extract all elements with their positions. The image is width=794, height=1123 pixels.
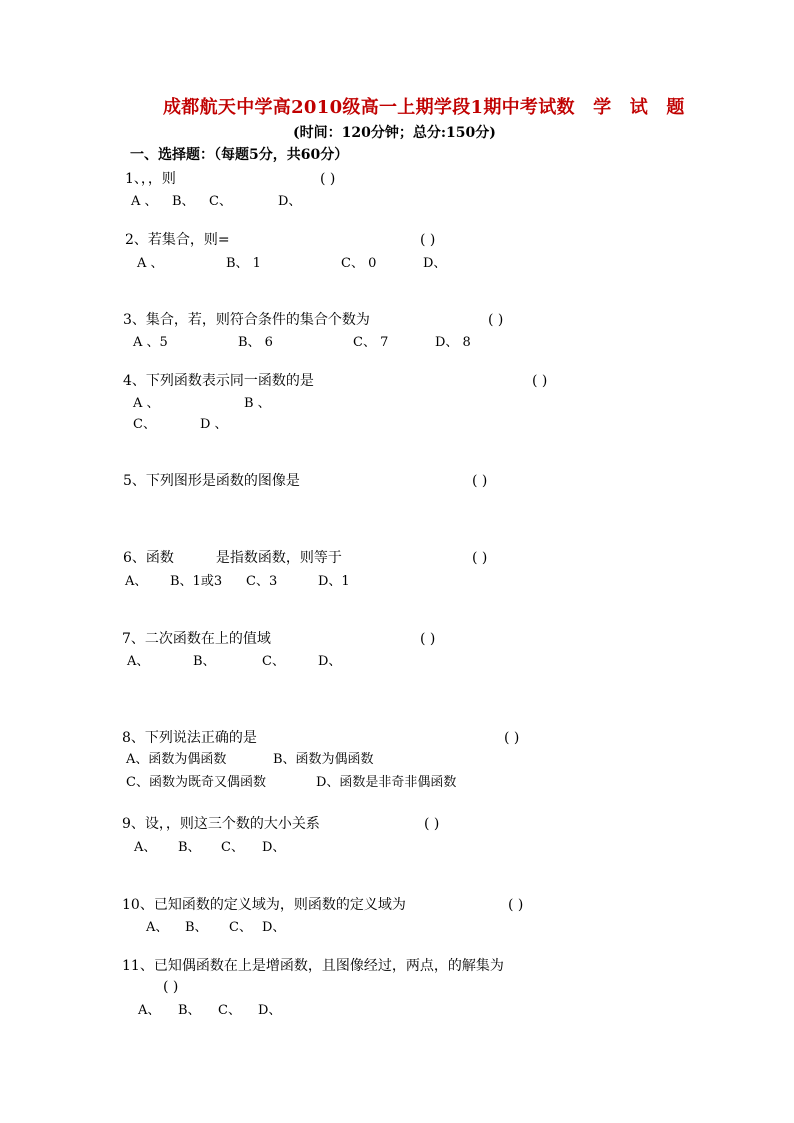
option-d: D、 8 bbox=[435, 335, 471, 350]
question-stem: 2、若集合，则= bbox=[125, 232, 230, 248]
option-a: A 、 bbox=[137, 256, 164, 271]
option-a: A、 bbox=[127, 654, 150, 669]
option-d: D、1 bbox=[318, 574, 350, 589]
option-a: A、函数为偶函数 bbox=[126, 752, 227, 767]
option-c: C、 bbox=[221, 840, 244, 855]
option-b: B、 1 bbox=[226, 256, 261, 271]
question-stem: 7、二次函数在上的值域 bbox=[122, 631, 271, 647]
option-b: B、 6 bbox=[238, 335, 273, 350]
question-stem: 11、已知偶函数在上是增函数，且图像经过，两点，的解集为 bbox=[122, 958, 504, 974]
option-d: D、 bbox=[423, 256, 447, 271]
exam-title: 成都航天中学高2010级高一上期学段1期中考试数 学 试 题 bbox=[163, 97, 685, 118]
option-c: C、 bbox=[209, 194, 232, 209]
option-a: A、 bbox=[146, 920, 169, 935]
answer-bracket: ( ) bbox=[532, 373, 548, 389]
option-b: B、函数为偶函数 bbox=[273, 752, 374, 767]
option-d: D、 bbox=[262, 840, 286, 855]
option-b: B 、 bbox=[244, 396, 271, 411]
exam-subtitle: (时间：120分钟；总分:150分) bbox=[293, 125, 496, 141]
answer-bracket: ( ) bbox=[163, 979, 179, 995]
option-a: A 、 bbox=[133, 396, 160, 411]
answer-bracket: ( ) bbox=[488, 312, 504, 328]
option-b: B、1或3 bbox=[170, 574, 223, 589]
question-stem: 4、下列函数表示同一函数的是 bbox=[123, 373, 314, 389]
option-b: B、 bbox=[172, 194, 195, 209]
question-stem: 5、下列图形是函数的图像是 bbox=[123, 473, 300, 489]
question-stem: 10、已知函数的定义域为，则函数的定义域为 bbox=[122, 897, 406, 913]
answer-bracket: ( ) bbox=[504, 730, 520, 746]
option-c: C、 0 bbox=[341, 256, 377, 271]
option-d: D 、 bbox=[200, 417, 228, 432]
question-stem: 6、函数 是指数函数，则等于 bbox=[123, 550, 342, 566]
option-d: D、 bbox=[258, 1003, 282, 1018]
option-a: A 、 bbox=[131, 194, 158, 209]
question-stem: 8、下列说法正确的是 bbox=[122, 730, 257, 746]
option-c: C、 7 bbox=[353, 335, 389, 350]
section-heading: 一、选择题：（每题5分，共60分） bbox=[130, 147, 349, 163]
question-stem: 9、设，，则这三个数的大小关系 bbox=[122, 816, 320, 832]
answer-bracket: ( ) bbox=[320, 171, 336, 187]
answer-bracket: ( ) bbox=[420, 232, 436, 248]
option-c: C、 bbox=[262, 654, 285, 669]
option-d: D、函数是非奇非偶函数 bbox=[316, 775, 457, 790]
option-a: A、 bbox=[125, 574, 148, 589]
answer-bracket: ( ) bbox=[472, 550, 488, 566]
option-c: C、函数为既奇又偶函数 bbox=[126, 775, 266, 790]
option-d: D、 bbox=[262, 920, 286, 935]
answer-bracket: ( ) bbox=[424, 816, 440, 832]
option-d: D、 bbox=[318, 654, 342, 669]
option-a: A 、5 bbox=[133, 335, 168, 350]
question-stem: 3、集合，若，则符合条件的集合个数为 bbox=[123, 312, 370, 328]
answer-bracket: ( ) bbox=[508, 897, 524, 913]
question-stem: 1、，，则 bbox=[125, 171, 176, 187]
option-c: C、 bbox=[133, 417, 156, 432]
option-a: A、 bbox=[134, 840, 157, 855]
option-b: B、 bbox=[178, 1003, 201, 1018]
option-a: A、 bbox=[138, 1003, 161, 1018]
option-b: B、 bbox=[185, 920, 208, 935]
option-b: B、 bbox=[193, 654, 216, 669]
answer-bracket: ( ) bbox=[472, 473, 488, 489]
option-c: C、 bbox=[218, 1003, 241, 1018]
option-b: B、 bbox=[178, 840, 201, 855]
option-c: C、3 bbox=[246, 574, 278, 589]
option-d: D、 bbox=[278, 194, 302, 209]
answer-bracket: ( ) bbox=[420, 631, 436, 647]
option-c: C、 bbox=[229, 920, 252, 935]
